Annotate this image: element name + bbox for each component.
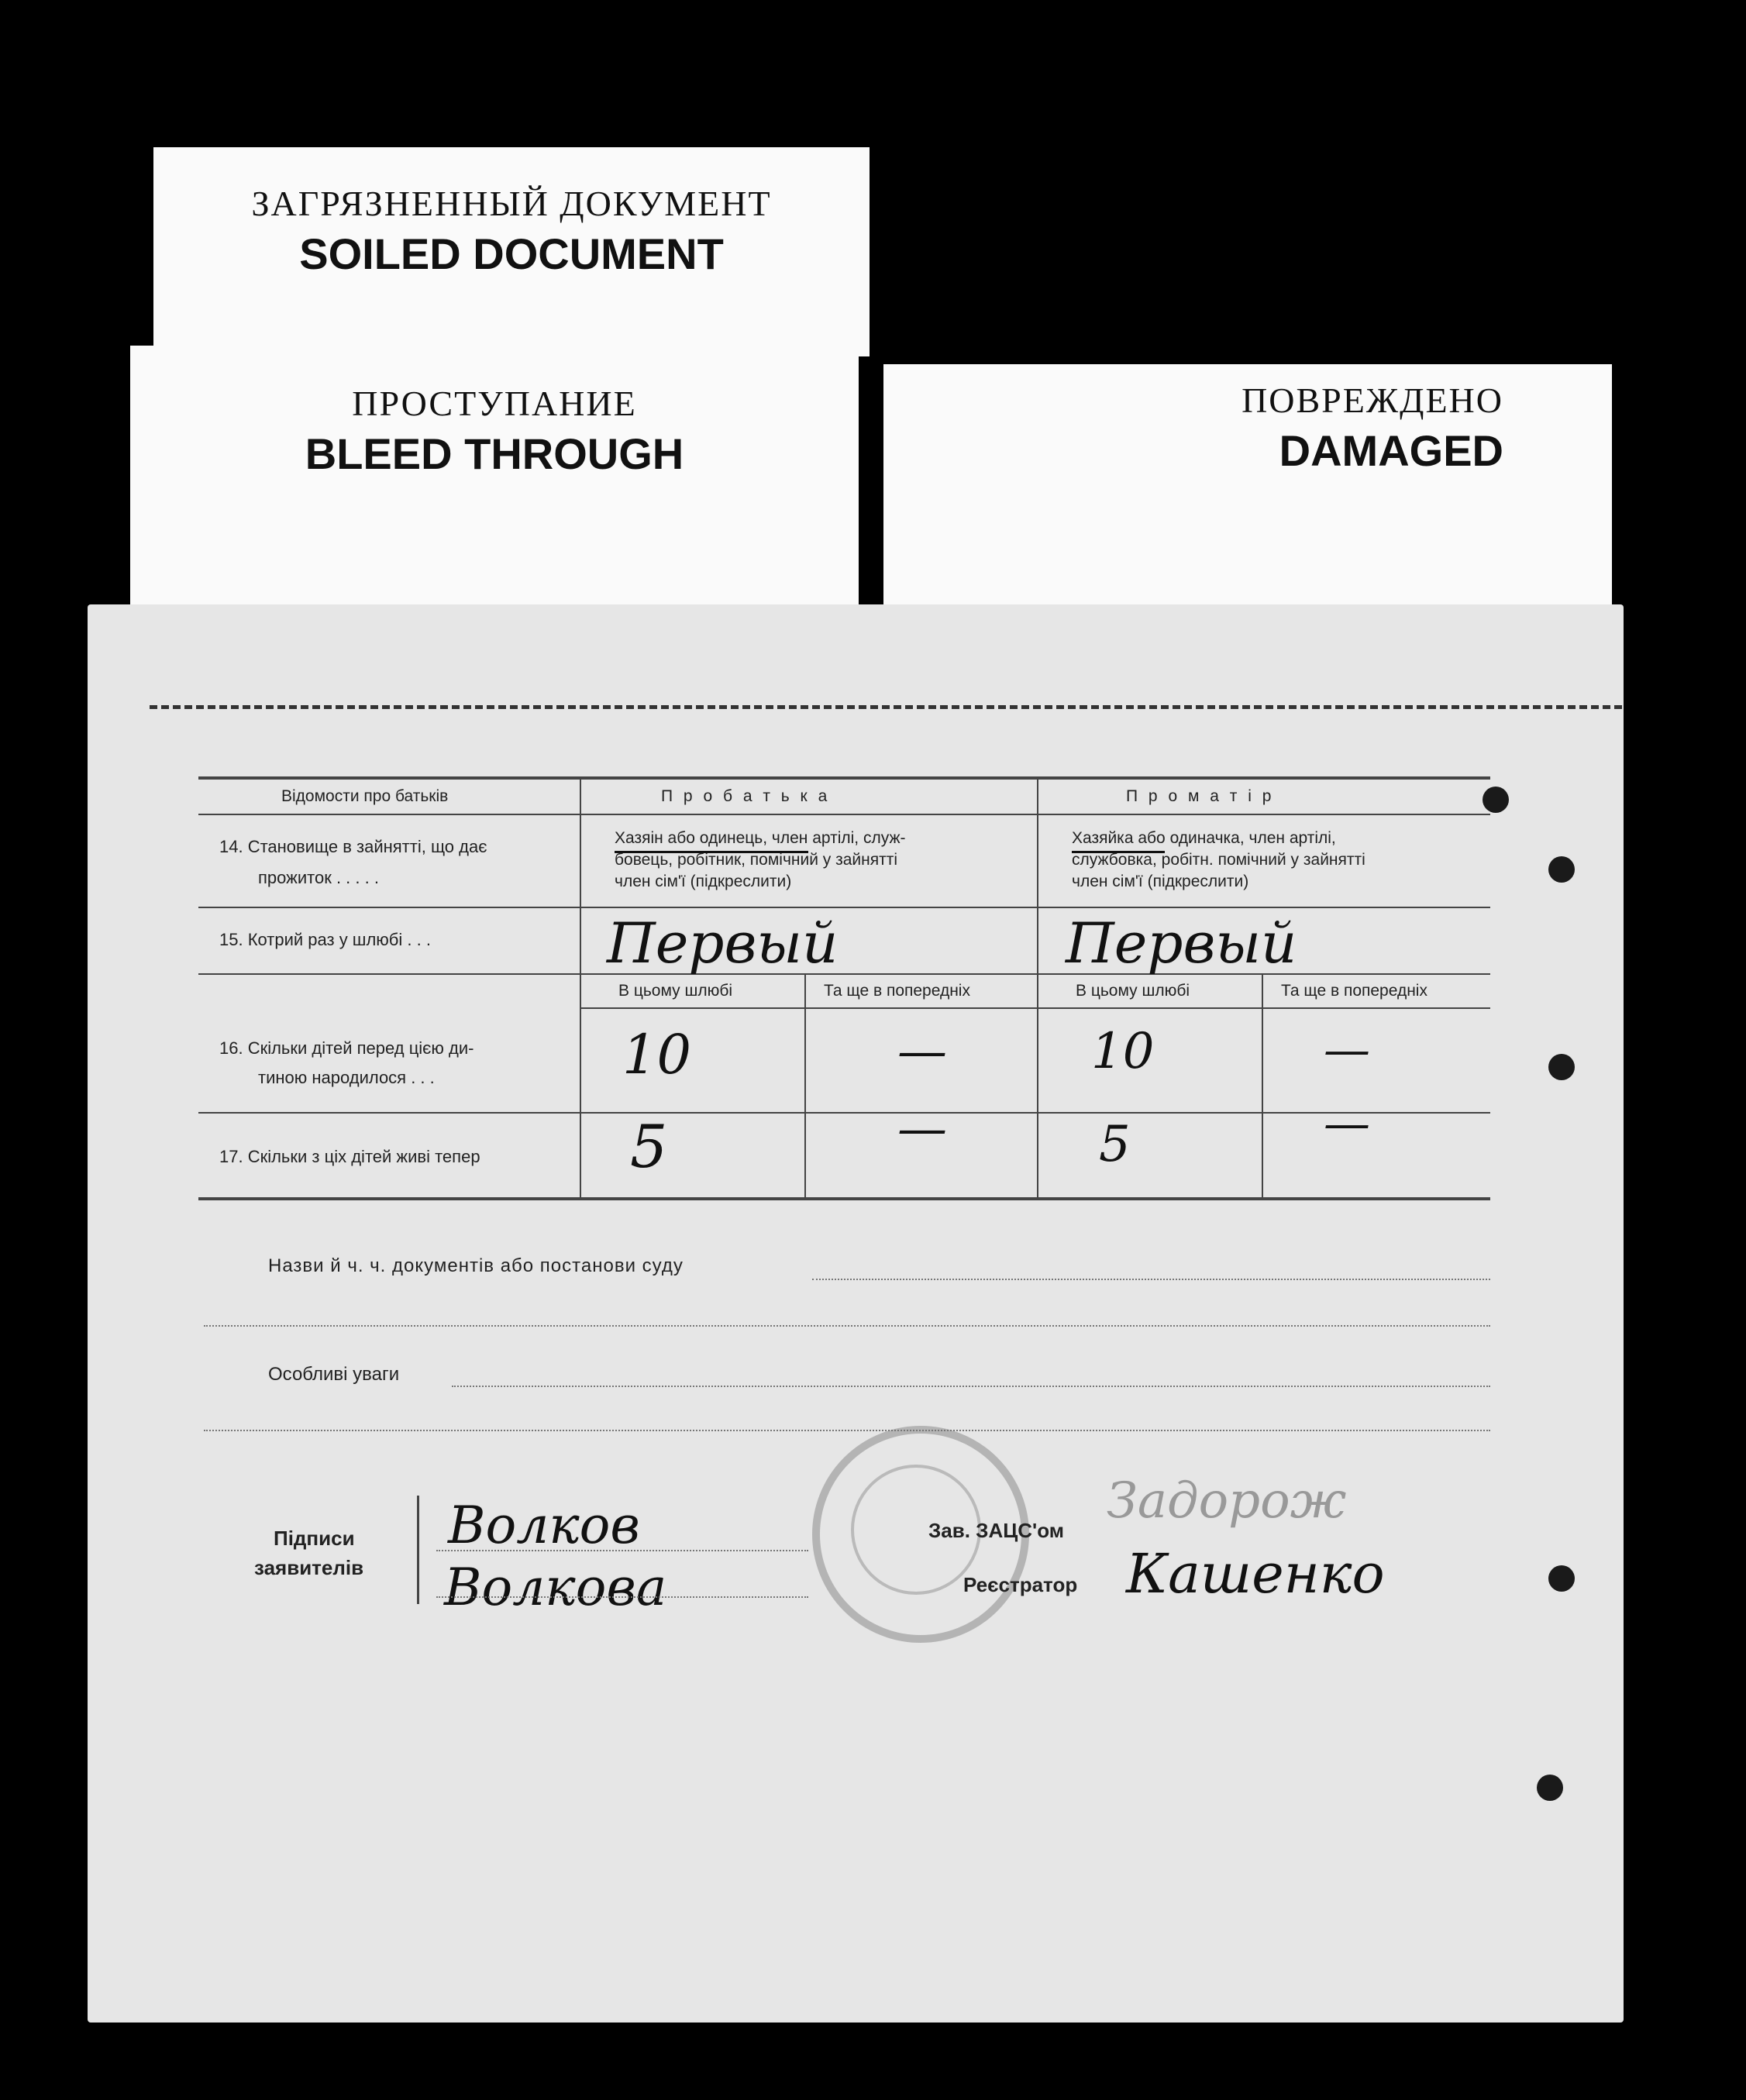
row14-father-line2: бовець, робітник, помічний у зайнятті xyxy=(615,851,898,869)
bleed-tag-ru: ПРОСТУПАНИЕ xyxy=(352,384,637,423)
row16-mother-this: 10 xyxy=(1091,1023,1155,1080)
binder-hole xyxy=(1483,787,1509,813)
row14-label-line1: 14. Становище в зайнятті, що дає xyxy=(219,837,487,856)
bleed-tag-en: BLEED THROUGH xyxy=(305,429,684,478)
header-mother: П р о м а т і р xyxy=(1126,787,1275,805)
header-parents-info: Відомости про батьків xyxy=(281,787,449,805)
row16-label-line2: тиною народилося . . . xyxy=(258,1068,435,1087)
applicant-signature-2: Волкова xyxy=(444,1558,667,1617)
row15-label: 15. Котрий раз у шлюбі . . . xyxy=(219,930,431,949)
registrar-label: Реєстратор xyxy=(963,1573,1078,1596)
zags-head-signature: Задорож xyxy=(1107,1472,1347,1530)
table-col-divider xyxy=(1262,973,1263,1198)
fill-line xyxy=(452,1386,1490,1387)
binder-hole xyxy=(1537,1775,1563,1801)
signature-line xyxy=(436,1596,808,1598)
table-top-rule xyxy=(198,776,1490,780)
row14-mother-line2: службовка, робітн. помічний у зайнятті xyxy=(1072,851,1365,869)
row14-mother-line1: Хазяйка або одиначка, член артілі, xyxy=(1072,829,1336,847)
row14-label-line2: прожиток . . . . . xyxy=(258,868,379,887)
row16-father-this: 10 xyxy=(622,1023,692,1086)
damaged-tag-ru: ПОВРЕЖДЕНО xyxy=(1241,380,1503,420)
row17-mother-this: 5 xyxy=(1099,1116,1131,1173)
soiled-tag-ru: ЗАГРЯЗНЕННЫЙ ДОКУМЕНТ xyxy=(251,184,772,223)
perforation-line xyxy=(150,705,1622,709)
binder-hole xyxy=(1548,1565,1575,1592)
table-col-divider xyxy=(580,776,581,1199)
row15-mother-value: Первый xyxy=(1066,911,1297,976)
row16-mother-prev: — xyxy=(1324,1023,1370,1077)
fill-line xyxy=(204,1325,1490,1327)
fill-line xyxy=(812,1279,1490,1280)
subheader-previous: Та ще в попередніх xyxy=(1281,982,1427,1000)
soiled-tag-en: SOILED DOCUMENT xyxy=(299,229,724,278)
damaged-tag xyxy=(883,364,1612,612)
row14-mother-line3: член сім'ї (підкреслити) xyxy=(1072,873,1249,890)
signature-bracket xyxy=(417,1496,419,1604)
underline-mark xyxy=(1072,851,1165,853)
signatures-label-line2: заявителів xyxy=(254,1556,364,1579)
header-father: П р о б а т ь к а xyxy=(661,787,831,805)
table-bottom-rule xyxy=(198,1197,1490,1200)
table-col-divider xyxy=(1037,776,1038,1199)
table-rule xyxy=(198,1112,1490,1114)
documents-label: Назви й ч. ч. документів або постанови суду xyxy=(268,1255,684,1276)
row15-father-value: Первый xyxy=(607,911,839,976)
zags-head-label: Зав. ЗАЦС'ом xyxy=(928,1519,1064,1542)
row14-father-line1: Хазяін або одинець, член артілі, служ- xyxy=(615,829,906,847)
registrar-signature: Кашенко xyxy=(1126,1542,1385,1606)
table-col-divider xyxy=(804,973,806,1198)
row16-father-prev: — xyxy=(897,1023,947,1080)
soiled-document-tag xyxy=(153,147,870,356)
binder-hole xyxy=(1548,856,1575,883)
signatures-label-line1: Підписи xyxy=(274,1527,355,1550)
damaged-tag-en: DAMAGED xyxy=(1279,426,1503,475)
row14-father-line3: член сім'ї (підкреслити) xyxy=(615,873,792,890)
row17-father-prev: — xyxy=(897,1100,947,1158)
subheader-this-marriage: В цьому шлюбі xyxy=(1076,982,1190,1000)
signature-line xyxy=(436,1550,808,1551)
row17-label: 17. Скільки з ціх дітей живі тепер xyxy=(219,1147,480,1166)
subheader-previous: Та ще в попередніх xyxy=(824,982,970,1000)
notes-label: Особливі уваги xyxy=(268,1364,400,1385)
row17-father-this: 5 xyxy=(630,1112,668,1181)
binder-hole xyxy=(1548,1054,1575,1080)
applicant-signature-1: Волков xyxy=(448,1496,640,1555)
row16-label-line1: 16. Скільки дітей перед цією ди- xyxy=(219,1038,474,1058)
registry-form-page xyxy=(88,604,1624,2023)
table-rule xyxy=(580,1007,1490,1009)
table-rule xyxy=(198,814,1490,815)
underline-mark xyxy=(615,851,808,853)
bleed-through-tag xyxy=(130,346,859,609)
subheader-this-marriage: В цьому шлюбі xyxy=(618,982,733,1000)
table-rule xyxy=(198,907,1490,908)
row17-mother-prev: — xyxy=(1324,1096,1370,1151)
fill-line xyxy=(204,1430,1490,1431)
